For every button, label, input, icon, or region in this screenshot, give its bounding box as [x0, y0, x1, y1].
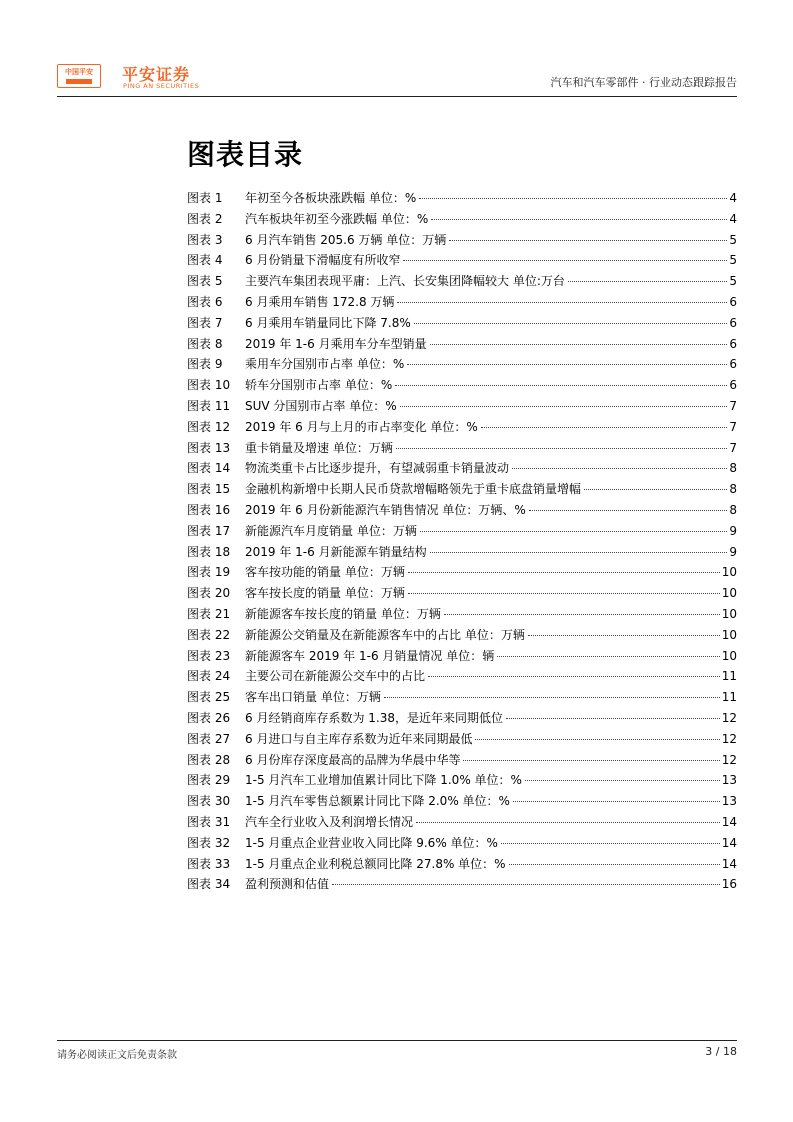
toc-entry-page: 13 [721, 794, 737, 809]
report-type: 汽车和汽车零部件 · 行业动态跟踪报告 [550, 76, 737, 89]
toc-entry[interactable] [187, 666, 737, 687]
toc-entry[interactable] [187, 334, 737, 355]
toc-entry-label: 图表 6 [187, 294, 223, 309]
toc-entry-label: 图表 14 [187, 461, 231, 476]
toc-entry-title: 1-5 月重点企业营业收入同比降 9.6% 单位：% [245, 835, 498, 850]
toc-leader-dots [463, 759, 719, 761]
toc-entry-label: 图表 4 [187, 253, 223, 268]
toc-leader-dots [400, 405, 728, 407]
toc-leader-dots [416, 821, 720, 823]
toc-entry-title: 6 月经销商库存系数为 1.38，是近年来同期低位 [245, 710, 503, 725]
toc-entry-label: 图表 10 [187, 378, 231, 393]
toc-leader-dots [513, 800, 720, 802]
toc-entry-page: 10 [721, 586, 737, 601]
toc-entry-page: 5 [729, 274, 737, 289]
toc-entry[interactable] [187, 500, 737, 521]
toc-entry[interactable] [187, 354, 737, 375]
toc-leader-dots [403, 259, 727, 261]
toc-entry[interactable] [187, 313, 737, 334]
brand-name-cn: 平安证券 [122, 65, 191, 84]
toc-entry[interactable] [187, 854, 737, 875]
toc-entry-page: 12 [721, 752, 737, 767]
toc-entry-page: 10 [721, 565, 737, 580]
toc-entry-label: 图表 15 [187, 482, 231, 497]
toc-entry-page: 9 [729, 544, 737, 559]
toc-leader-dots [414, 322, 728, 324]
toc-entry-title: 重卡销量及增速 单位：万辆 [245, 440, 393, 455]
toc-entry[interactable] [187, 874, 737, 895]
footer-divider [57, 1040, 737, 1041]
toc-entry-label: 图表 16 [187, 502, 231, 517]
toc-leader-dots [528, 634, 720, 636]
toc-entry-title: 6 月进口与自主库存系数为近年来同期最低 [245, 731, 473, 746]
toc-entry-label: 图表 2 [187, 211, 223, 226]
toc-entry-title: 客车按长度的销量 单位：万辆 [245, 586, 405, 601]
toc-entry-page: 6 [729, 294, 737, 309]
toc-entry[interactable] [187, 542, 737, 563]
toc-entry-label: 图表 34 [187, 877, 231, 892]
toc-entry[interactable] [187, 188, 737, 209]
toc-entry[interactable] [187, 209, 737, 230]
toc-entry-page: 8 [729, 482, 737, 497]
toc-entry[interactable] [187, 458, 737, 479]
toc-leader-dots [449, 239, 727, 241]
toc-entry-page: 4 [729, 191, 737, 205]
toc-entry-title: 客车出口销量 单位：万辆 [245, 690, 381, 705]
toc-entry-label: 图表 12 [187, 419, 231, 434]
toc-entry-title: 新能源客车 2019 年 1-6 月销量情况 单位：辆 [245, 648, 495, 663]
toc-entry-label: 图表 30 [187, 794, 231, 809]
figure-list [187, 188, 737, 895]
toc-entry-title: 汽车全行业收入及利润增长情况 [245, 814, 414, 829]
toc-leader-dots [397, 301, 727, 303]
toc-leader-dots [408, 592, 720, 594]
toc-entry[interactable] [187, 791, 737, 812]
page-header [57, 60, 737, 96]
toc-entry-page: 14 [721, 814, 737, 829]
toc-entry-label: 图表 7 [187, 315, 223, 330]
toc-entry-page: 7 [729, 398, 737, 413]
toc-entry[interactable] [187, 562, 737, 583]
toc-entry-page: 10 [721, 648, 737, 663]
toc-leader-dots [529, 509, 728, 511]
toc-entry-title: 新能源汽车月度销量 单位：万辆 [245, 523, 417, 538]
toc-entry-title: 乘用车分国别市占率 单位：% [245, 357, 405, 372]
toc-entry-label: 图表 32 [187, 835, 231, 850]
brand-name-en: PING AN SECURITIES [123, 82, 200, 90]
toc-entry[interactable] [187, 438, 737, 459]
toc-leader-dots [525, 779, 720, 781]
toc-entry-page: 8 [729, 502, 737, 517]
ping-an-logo-badge [57, 64, 101, 88]
toc-entry-title: 盈利预测和估值 [245, 877, 330, 892]
toc-entry-label: 图表 19 [187, 565, 231, 580]
toc-entry-label: 图表 18 [187, 544, 231, 559]
toc-leader-dots [431, 218, 727, 220]
toc-entry-page: 12 [721, 731, 737, 746]
toc-entry-page: 6 [729, 357, 737, 372]
toc-entry[interactable] [187, 271, 737, 292]
toc-entry-title: 1-5 月汽车零售总额累计同比下降 2.0% 单位：% [245, 794, 510, 809]
page-number: 3 / 18 [705, 1045, 737, 1058]
logo-badge-text: 中国平安 [65, 68, 93, 76]
page-title: 图表目录 [187, 138, 304, 171]
toc-entry-title: 物流类重卡占比逐步提升，有望减弱重卡销量波动 [245, 461, 510, 476]
toc-entry-page: 10 [721, 627, 737, 642]
toc-entry[interactable] [187, 396, 737, 417]
toc-entry-title: 1-5 月汽车工业增加值累计同比下降 1.0% 单位：% [245, 773, 522, 788]
toc-entry-label: 图表 8 [187, 336, 223, 351]
toc-leader-dots [584, 488, 727, 490]
toc-entry-label: 图表 21 [187, 606, 231, 621]
toc-entry-label: 图表 11 [187, 398, 231, 413]
toc-entry-label: 图表 23 [187, 648, 231, 663]
toc-entry-page: 14 [721, 856, 737, 871]
toc-entry-title: 6 月汽车销售 205.6 万辆 单位：万辆 [245, 232, 447, 247]
toc-leader-dots [509, 863, 720, 865]
toc-entry-page: 7 [729, 440, 737, 455]
toc-entry-title: 客车按功能的销量 单位：万辆 [245, 565, 405, 580]
toc-entry-title: SUV 分国别市占率 单位：% [245, 398, 397, 413]
toc-leader-dots [384, 696, 720, 698]
toc-entry-page: 13 [721, 773, 737, 788]
toc-entry-page: 6 [729, 336, 737, 351]
toc-leader-dots [568, 280, 727, 282]
toc-entry[interactable] [187, 687, 737, 708]
toc-entry-label: 图表 1 [187, 191, 223, 205]
toc-entry-label: 图表 27 [187, 731, 231, 746]
toc-entry-page: 11 [721, 669, 737, 684]
toc-entry-title: 6 月份库存深度最高的品牌为华晨中华等 [245, 752, 461, 767]
toc-entry-label: 图表 13 [187, 440, 231, 455]
logo-badge-bar [66, 79, 92, 84]
disclaimer-note: 请务必阅读正文后免责条款 [57, 1050, 177, 1061]
toc-entry-page: 7 [729, 419, 737, 434]
toc-entry-label: 图表 33 [187, 856, 231, 871]
toc-entry[interactable] [187, 604, 737, 625]
toc-entry[interactable] [187, 417, 737, 438]
toc-entry[interactable] [187, 729, 737, 750]
toc-leader-dots [430, 343, 728, 345]
toc-entry-title: 2019 年 1-6 月乘用车分车型销量 [245, 336, 427, 351]
toc-entry[interactable] [187, 625, 737, 646]
toc-entry-page: 8 [729, 461, 737, 476]
toc-entry-page: 16 [721, 877, 737, 892]
toc-leader-dots [497, 655, 720, 657]
toc-entry-title: 主要公司在新能源公交车中的占比 [245, 669, 426, 684]
toc-entry-title: 年初至今各板块涨跌幅 单位：% [245, 191, 417, 205]
toc-entry-title: 主要汽车集团表现平庸：上汽、长安集团降幅较大 单位:万台 [245, 274, 565, 289]
toc-entry-page: 10 [721, 606, 737, 621]
toc-entry-label: 图表 25 [187, 690, 231, 705]
toc-leader-dots [428, 675, 720, 677]
toc-entry[interactable] [187, 250, 737, 271]
toc-entry-title: 新能源客车按长度的销量 单位：万辆 [245, 606, 441, 621]
toc-entry-title: 2019 年 6 月与上月的市占率变化 单位：% [245, 419, 478, 434]
toc-entry-label: 图表 31 [187, 814, 231, 829]
toc-entry-title: 2019 年 1-6 月新能源车销量结构 [245, 544, 427, 559]
toc-leader-dots [430, 551, 728, 553]
toc-leader-dots [408, 571, 720, 573]
toc-entry-label: 图表 3 [187, 232, 223, 247]
toc-leader-dots [475, 738, 719, 740]
toc-leader-dots [481, 426, 728, 428]
toc-entry-page: 4 [729, 211, 737, 226]
toc-entry[interactable] [187, 583, 737, 604]
toc-entry-title: 6 月乘用车销量同比下降 7.8% [245, 315, 411, 330]
toc-leader-dots [501, 842, 720, 844]
toc-leader-dots [444, 613, 720, 615]
toc-entry-title: 2019 年 6 月份新能源汽车销售情况 单位：万辆、% [245, 502, 526, 517]
toc-entry-page: 5 [729, 253, 737, 268]
toc-leader-dots [506, 717, 720, 719]
toc-entry-page: 5 [729, 232, 737, 247]
toc-entry[interactable] [187, 375, 737, 396]
toc-entry-title: 6 月乘用车销售 172.8 万辆 [245, 294, 395, 309]
toc-entry-title: 新能源公交销量及在新能源客车中的占比 单位：万辆 [245, 627, 525, 642]
toc-entry-title: 1-5 月重点企业利税总额同比降 27.8% 单位：% [245, 856, 506, 871]
toc-leader-dots [420, 530, 728, 532]
toc-entry[interactable] [187, 833, 737, 854]
toc-entry-title: 汽车板块年初至今涨跌幅 单位：% [245, 211, 429, 226]
toc-entry[interactable] [187, 479, 737, 500]
toc-entry-title: 金融机构新增中长期人民币贷款增幅略领先于重卡底盘销量增幅 [245, 482, 582, 497]
toc-entry[interactable] [187, 750, 737, 771]
toc-entry-label: 图表 26 [187, 710, 231, 725]
toc-entry[interactable] [187, 292, 737, 313]
toc-leader-dots [407, 363, 727, 365]
toc-entry-label: 图表 9 [187, 357, 223, 372]
toc-entry-label: 图表 28 [187, 752, 231, 767]
toc-entry[interactable] [187, 770, 737, 791]
toc-entry-page: 14 [721, 835, 737, 850]
toc-leader-dots [332, 883, 720, 885]
toc-entry-title: 轿车分国别市占率 单位：% [245, 378, 393, 393]
toc-entry-label: 图表 22 [187, 627, 231, 642]
toc-entry[interactable] [187, 521, 737, 542]
toc-entry-page: 6 [729, 378, 737, 393]
toc-entry-title: 6 月份销量下滑幅度有所收窄 [245, 253, 401, 268]
toc-leader-dots [396, 447, 728, 449]
toc-entry-label: 图表 5 [187, 274, 223, 289]
toc-entry-label: 图表 24 [187, 669, 231, 684]
toc-entry[interactable] [187, 646, 737, 667]
toc-entry-page: 9 [729, 523, 737, 538]
toc-entry-page: 6 [729, 315, 737, 330]
toc-entry-page: 11 [721, 690, 737, 705]
toc-entry[interactable] [187, 812, 737, 833]
toc-entry[interactable] [187, 230, 737, 251]
toc-leader-dots [419, 197, 727, 199]
toc-entry-label: 图表 29 [187, 773, 231, 788]
toc-leader-dots [512, 467, 727, 469]
toc-entry-page: 12 [721, 710, 737, 725]
header-divider [57, 96, 737, 97]
toc-leader-dots [395, 384, 727, 386]
toc-entry-label: 图表 20 [187, 586, 231, 601]
toc-entry[interactable] [187, 708, 737, 729]
toc-entry-label: 图表 17 [187, 523, 231, 538]
